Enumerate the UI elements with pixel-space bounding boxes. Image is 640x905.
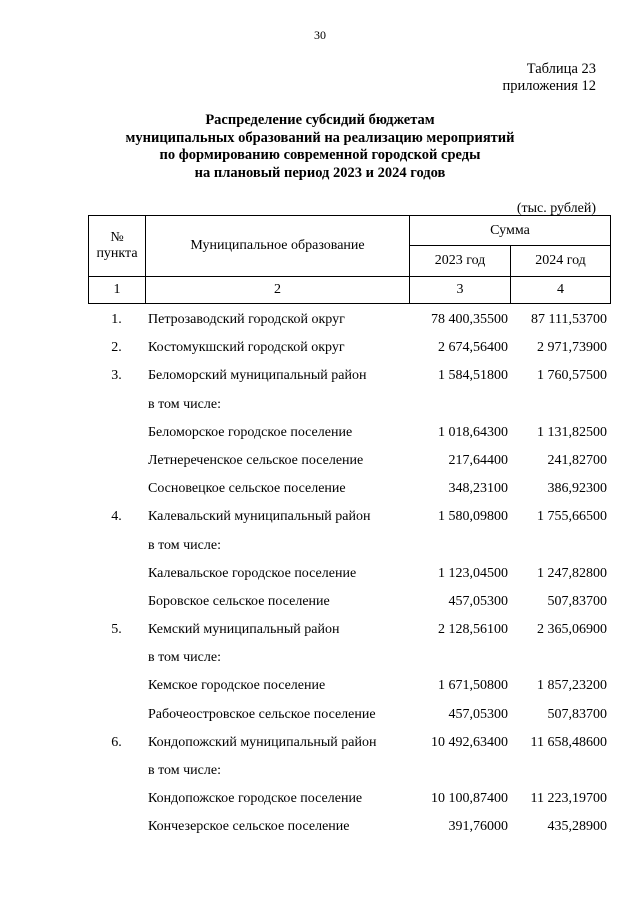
row-value-2024: 241,82700 <box>547 452 607 468</box>
title-line4: на плановый период 2023 и 2024 годов <box>194 164 446 181</box>
title-line1: Распределение субсидий бюджетам <box>205 112 435 128</box>
row-value-2024: 507,83700 <box>547 706 607 722</box>
table-row <box>88 477 610 505</box>
row-number: 2. <box>111 340 122 356</box>
row-name: Боровское сельское поселение <box>148 593 330 609</box>
row-name: Беломорское городское поселение <box>148 424 353 440</box>
header-col-2: 2 <box>146 277 410 304</box>
header-sum: Сумма <box>410 216 611 246</box>
document-title <box>0 112 640 182</box>
row-name: Рабочеостровское сельское поселение <box>148 706 376 722</box>
row-name: Петрозаводский городской округ <box>148 312 345 327</box>
row-number: 3. <box>111 368 122 384</box>
row-name: Костомукшский городской округ <box>148 340 345 356</box>
table-row <box>88 731 610 759</box>
table-row <box>88 590 610 618</box>
table-row <box>88 787 610 815</box>
table-reference <box>503 61 596 95</box>
row-value-2024: 2 365,06900 <box>537 622 607 638</box>
row-value-2023: 457,05300 <box>448 706 508 722</box>
row-name: Калевальское городское поселение <box>148 565 357 581</box>
table-ref-line2: приложения 12 <box>502 78 596 94</box>
row-value-2024: 11 658,48600 <box>530 734 607 750</box>
row-name: Кондопожский муниципальный район <box>148 734 377 750</box>
row-number: 5. <box>111 622 122 638</box>
row-value-2023: 10 492,63400 <box>431 734 508 750</box>
table-row <box>88 534 610 562</box>
row-value-2024: 1 131,82500 <box>537 424 607 440</box>
page-number: 30 <box>314 28 326 42</box>
row-value-2024: 2 971,73900 <box>537 340 607 356</box>
table-row <box>88 815 610 843</box>
table-header <box>88 215 611 304</box>
row-value-2023: 1 018,64300 <box>438 424 508 440</box>
row-value-2023: 348,23100 <box>448 481 508 497</box>
row-value-2023: 457,05300 <box>448 593 508 609</box>
row-name: в том числе: <box>148 763 221 778</box>
table-row <box>88 449 610 477</box>
row-value-2024: 1 857,23200 <box>537 678 607 694</box>
row-name: Кемское городское поселение <box>148 678 326 694</box>
row-value-2024: 1 247,82800 <box>537 565 607 581</box>
row-value-2023: 217,64400 <box>448 452 508 468</box>
table-row <box>88 562 610 590</box>
row-value-2023: 2 674,56400 <box>438 340 508 356</box>
header-number-symbol: № <box>110 230 124 245</box>
table-ref-line1: Таблица 23 <box>526 61 596 77</box>
header-number-label: пункта <box>96 246 138 261</box>
row-value-2023: 10 100,87400 <box>431 791 508 807</box>
header-col-4: 4 <box>511 277 611 304</box>
row-value-2024: 1 755,66500 <box>537 509 607 525</box>
row-value-2023: 1 671,50800 <box>438 678 508 694</box>
table-row <box>88 393 610 421</box>
row-value-2024: 435,28900 <box>547 819 607 835</box>
row-number: 1. <box>111 312 122 327</box>
row-name: Беломорский муниципальный район <box>148 368 367 384</box>
table-row <box>88 505 610 533</box>
table-row <box>88 308 610 336</box>
header-number-cell <box>89 216 146 277</box>
row-name: Кончезерское сельское поселение <box>148 819 350 835</box>
row-name: Кондопожское городское поселение <box>148 791 363 807</box>
row-value-2023: 2 128,56100 <box>438 622 508 638</box>
row-value-2023: 1 123,04500 <box>438 565 508 581</box>
table-body <box>88 308 610 844</box>
table-row <box>88 674 610 702</box>
row-number: 6. <box>111 734 122 750</box>
header-col-3: 3 <box>410 277 511 304</box>
row-number: 4. <box>111 509 122 525</box>
header-year-2024: 2024 год <box>511 246 611 277</box>
table-row <box>88 336 610 364</box>
units-label: (тыс. рублей) <box>516 201 596 216</box>
table-row <box>88 421 610 449</box>
row-value-2023: 78 400,35500 <box>431 312 508 327</box>
row-value-2024: 386,92300 <box>547 481 607 497</box>
table-row <box>88 759 610 787</box>
table-row <box>88 703 610 731</box>
row-value-2024: 1 760,57500 <box>537 368 607 384</box>
row-name: в том числе: <box>148 650 221 666</box>
header-municipality: Муниципальное образование <box>146 216 410 277</box>
row-name: в том числе: <box>148 537 221 553</box>
row-value-2023: 391,76000 <box>448 819 508 835</box>
row-name: Калевальский муниципальный район <box>148 509 371 525</box>
row-name: Летнереченское сельское поселение <box>148 452 364 468</box>
row-value-2023: 1 580,09800 <box>438 509 508 525</box>
table-row <box>88 646 610 674</box>
table-row <box>88 364 610 392</box>
row-value-2024: 87 111,53700 <box>531 312 607 327</box>
table-row <box>88 618 610 646</box>
row-name: Кемский муниципальный район <box>148 622 340 638</box>
title-line2: муниципальных образований на реализацию мероприятий <box>125 129 515 146</box>
row-name: Сосновецкое сельское поселение <box>148 481 346 497</box>
row-value-2024: 507,83700 <box>547 593 607 609</box>
row-value-2023: 1 584,51800 <box>438 368 508 384</box>
row-value-2024: 11 223,19700 <box>530 791 607 807</box>
header-year-2023: 2023 год <box>410 246 511 277</box>
title-line3: по формированию современной городской среды <box>159 147 481 163</box>
header-col-1: 1 <box>89 277 146 304</box>
row-name: в том числе: <box>148 396 221 412</box>
